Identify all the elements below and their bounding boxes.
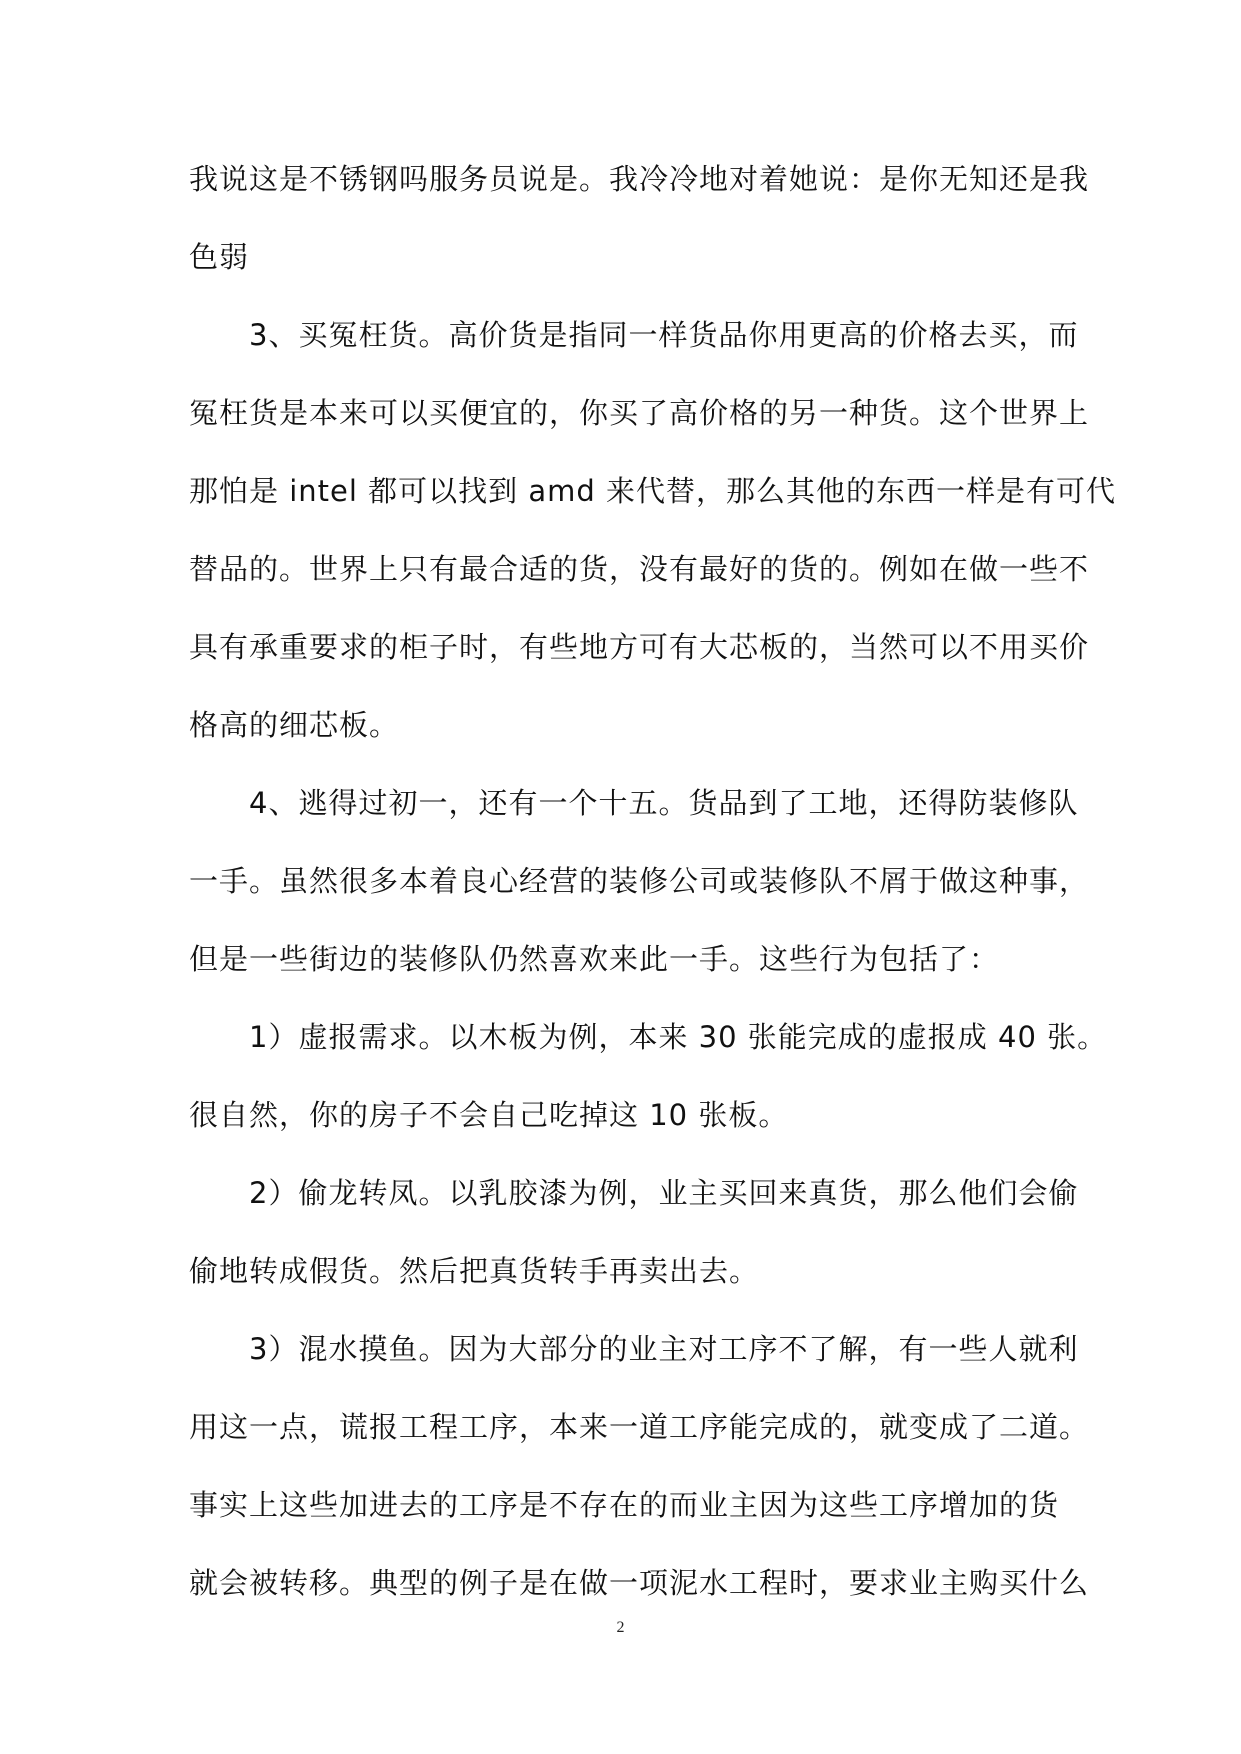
- page-number: 2: [616, 1619, 625, 1636]
- paragraph-3: [189, 764, 1090, 998]
- text-line: 冤枉货是本来可以买便宜的，你买了高价格的另一种货。这个世界上: [189, 396, 1090, 430]
- text-line: 色弱: [189, 240, 250, 274]
- text-line: 替品的。世界上只有最合适的货，没有最好的货的。例如在做一些不: [189, 552, 1090, 586]
- paragraph-2: [189, 296, 1117, 764]
- text-line: 3）混水摸鱼。因为大部分的业主对工序不了解，有一些人就利: [189, 1332, 1079, 1366]
- text-line: 1）虚报需求。以木板为例，本来 30 张能完成的虚报成 40 张。: [189, 1020, 1108, 1054]
- text-line: 我说这是不锈钢吗服务员说是。我冷冷地对着她说：是你无知还是我: [189, 162, 1090, 196]
- paragraph-5: [189, 1154, 1079, 1310]
- body-text: [189, 140, 1117, 1622]
- text-line: 3、买冤枉货。高价货是指同一样货品你用更高的价格去买，而: [189, 318, 1079, 352]
- paragraph-1: [189, 140, 1090, 296]
- text-line: 一手。虽然很多本着良心经营的装修公司或装修队不屑于做这种事，: [189, 864, 1090, 898]
- text-line: 就会被转移。典型的例子是在做一项泥水工程时，要求业主购买什么: [189, 1566, 1090, 1600]
- text-line: 但是一些街边的装修队仍然喜欢来此一手。这些行为包括了：: [189, 942, 1000, 976]
- text-line: 2）偷龙转凤。以乳胶漆为例，业主买回来真货，那么他们会偷: [189, 1176, 1079, 1210]
- paragraph-4: [189, 998, 1108, 1154]
- text-line: 那怕是 intel 都可以找到 amd 来代替，那么其他的东西一样是有可代: [189, 474, 1117, 508]
- text-line: 用这一点，谎报工程工序，本来一道工序能完成的，就变成了二道。: [189, 1410, 1090, 1444]
- text-line: 很自然，你的房子不会自己吃掉这 10 张板。: [189, 1098, 789, 1132]
- text-line: 4、逃得过初一，还有一个十五。货品到了工地，还得防装修队: [189, 786, 1079, 820]
- text-line: 具有承重要求的柜子时，有些地方可有大芯板的，当然可以不用买价: [189, 630, 1090, 664]
- paragraph-6: [189, 1310, 1090, 1622]
- text-line: 事实上这些加进去的工序是不存在的而业主因为这些工序增加的货: [189, 1488, 1060, 1522]
- text-line: 偷地转成假货。然后把真货转手再卖出去。: [189, 1254, 760, 1288]
- text-line: 格高的细芯板。: [189, 708, 400, 742]
